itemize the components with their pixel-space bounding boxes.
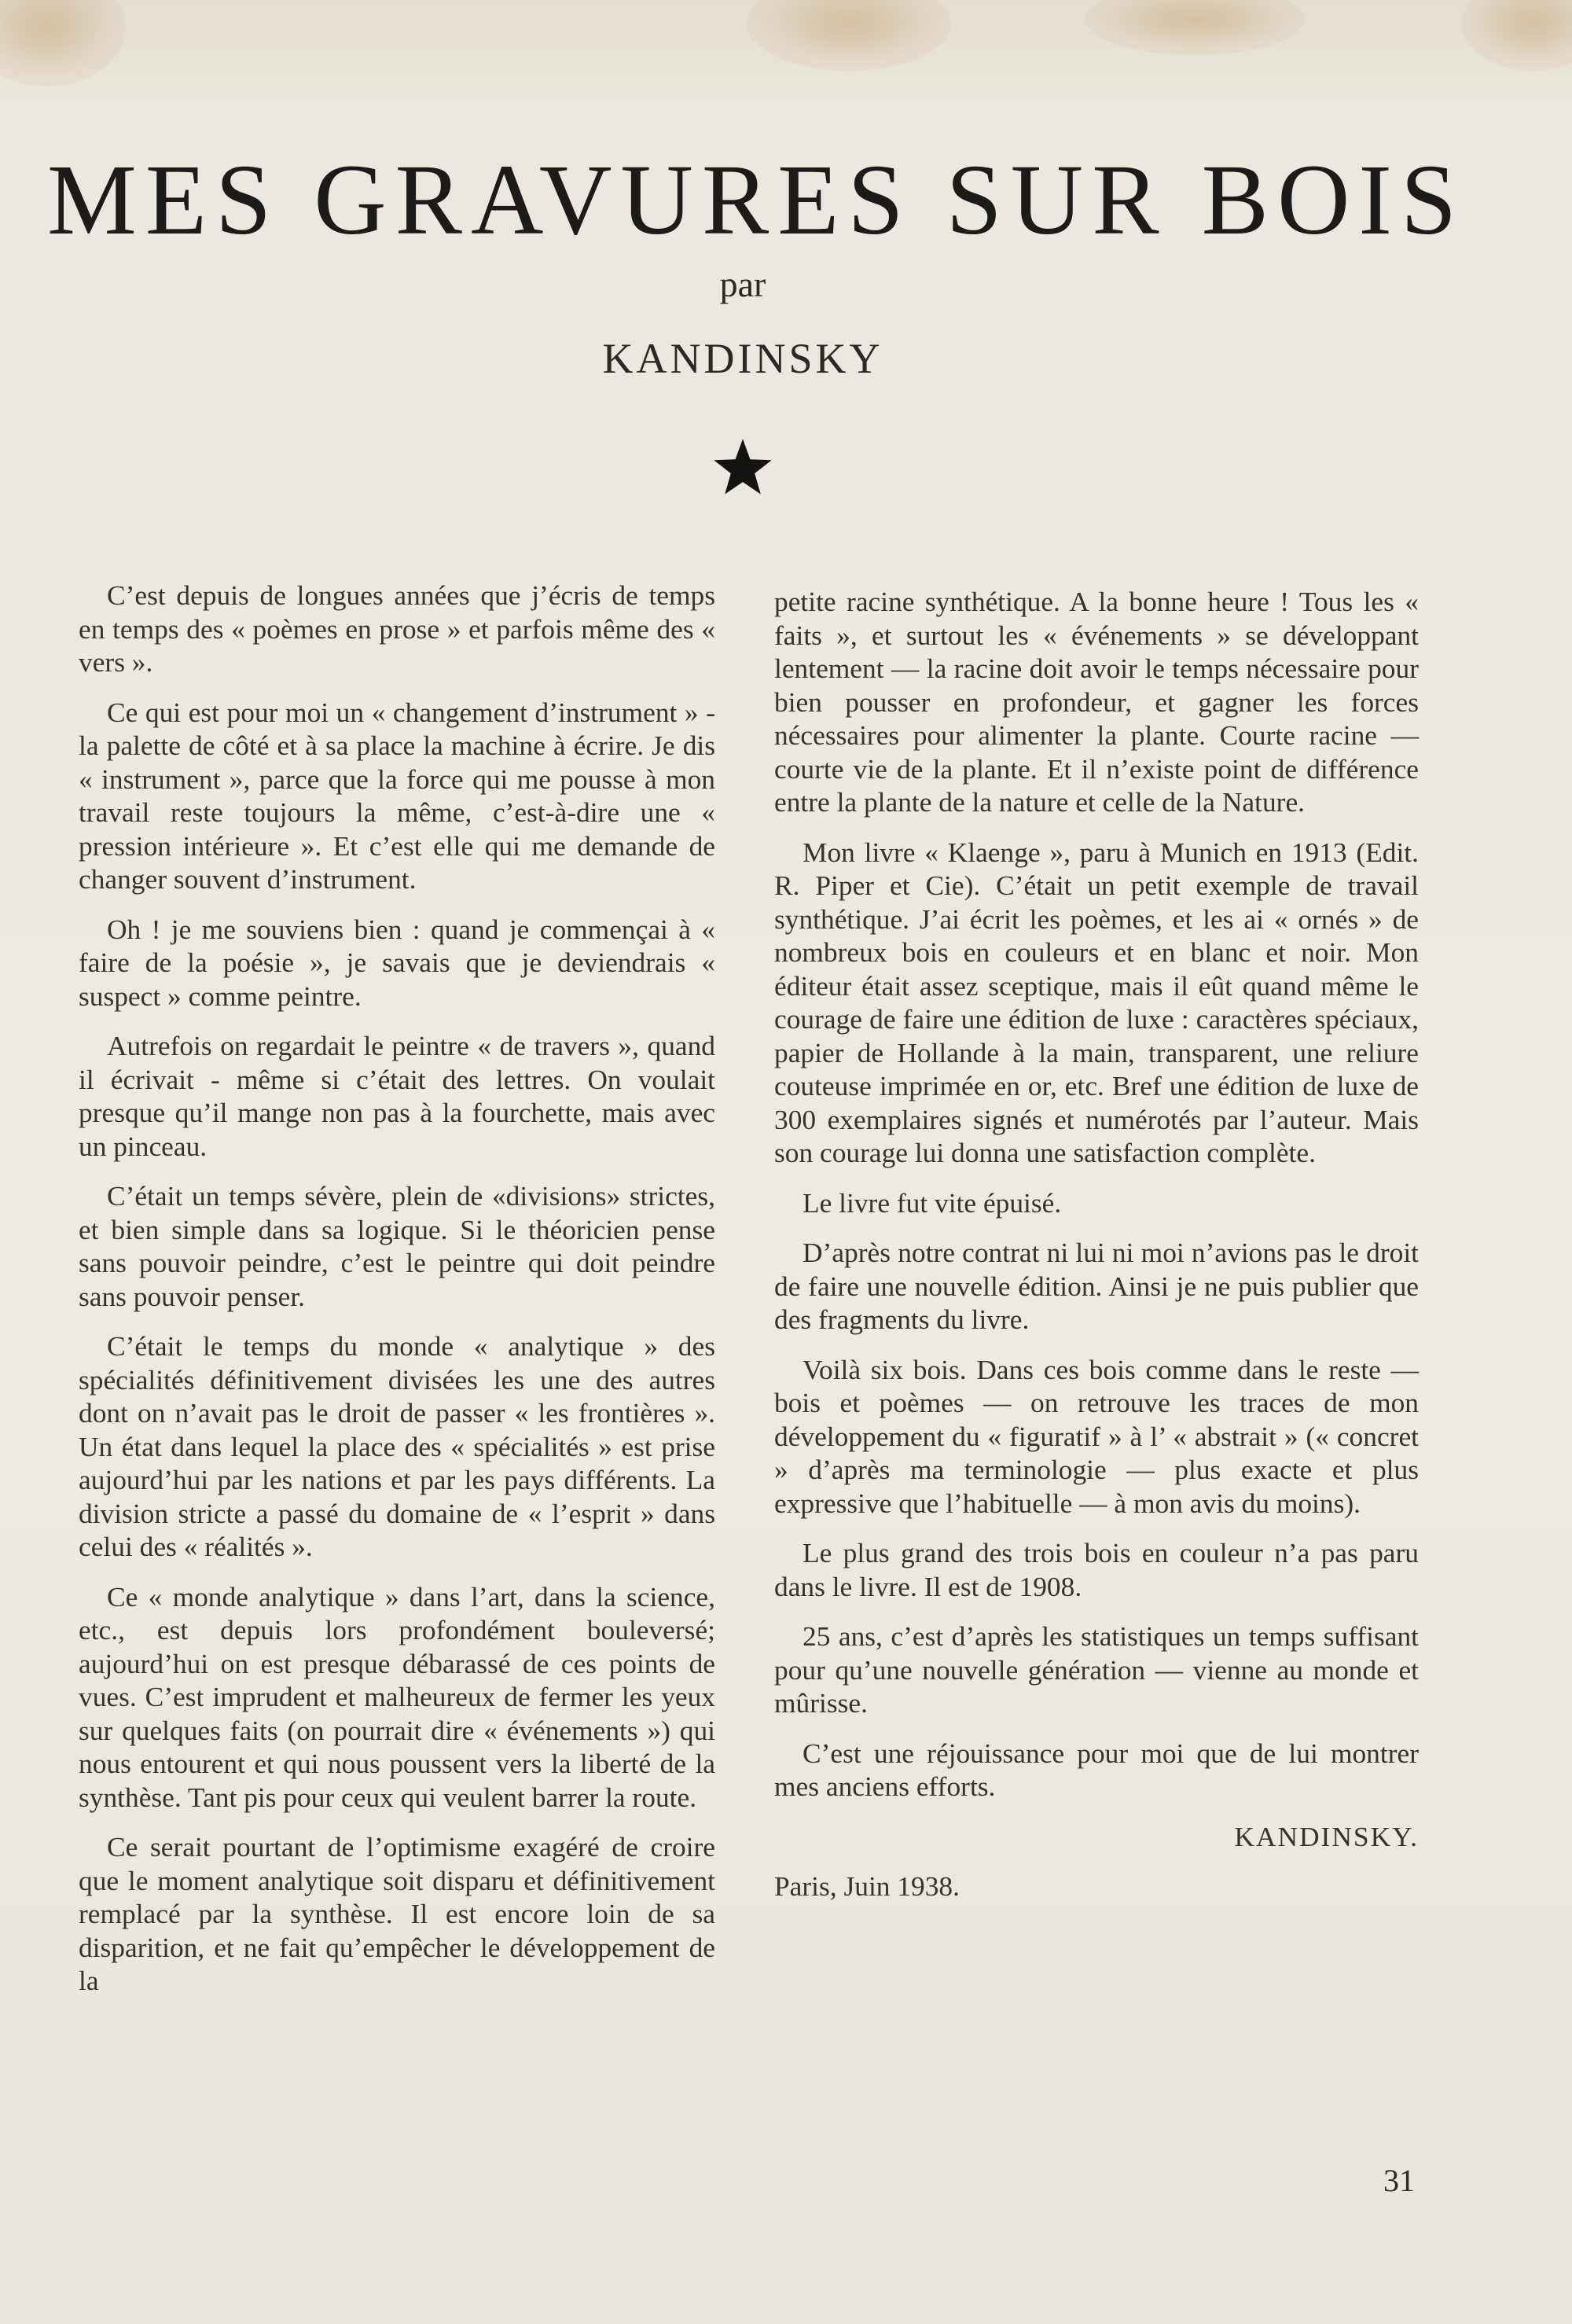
paragraph: Autrefois on regardait le peintre « de travers », quand il écrivait - même si c’était des lettres. On voulait presque qu’il mange non pas à la fourchette, mais avec un pinceau. <box>79 1030 715 1162</box>
paper-stain <box>0 0 126 86</box>
paragraph: C’est une réjouissance pour moi que de lui montrer mes anciens efforts. <box>774 1737 1419 1802</box>
paragraph: Voilà six bois. Dans ces bois comme dans le reste — bois et poèmes — on retrouve les traces de mon développement du « figuratif » à l’ « abstrait » (« concret » d’après ma terminologie — plus exacte et plus expressive que l’habituelle — à mon avis du moins). <box>774 1353 1419 1519</box>
paper-stain <box>1462 0 1572 71</box>
paper-stain <box>747 0 951 71</box>
place-date: Paris, Juin 1938. <box>774 1870 960 1902</box>
paper-stain <box>1085 0 1305 55</box>
paragraph: Ce serait pourtant de l’optimisme exagéré de croire que le moment analytique soit disparu et définitivement remplacé par la synthèse. Il est encore loin de sa disparition, et ne fait qu’empêcher le développement de la <box>79 1831 715 1996</box>
paragraph: C’était le temps du monde « analytique » des spécialités définitivement divisées les une des autres dont on n’avait pas le droit de passer « les frontières ». Un état dans lequel la place des « spécialités » est prise aujourd’hui par les nations et par les pays différents. La division stricte a passé du domaine de « l’esprit » dans celui des « réalités ». <box>79 1330 715 1562</box>
paragraph: D’après notre contrat ni lui ni moi n’avions pas le droit de faire une nouvelle édition. Ainsi je ne puis publier que des fragments du livre. <box>774 1237 1419 1335</box>
paragraph: C’était un temps sévère, plein de «divisions» strictes, et bien simple dans sa logique. Si le théoricien pense sans pouvoir peindre, c’est le peintre qui doit peindre sans pouvoir penser. <box>79 1180 715 1312</box>
article-byline: par <box>719 264 766 304</box>
paragraph: 25 ans, c’est d’après les statistiques un temps suffisant pour qu’une nouvelle génération — vienne au monde et mûrisse. <box>774 1620 1419 1719</box>
paragraph: Le plus grand des trois bois en couleur n’a pas paru dans le livre. Il est de 1908. <box>774 1537 1419 1602</box>
paragraph: C’est depuis de longues années que j’écris de temps en temps des « poèmes en prose » et parfois même des « vers ». <box>79 579 715 678</box>
paragraph: Ce qui est pour moi un « changement d’instrument » - la palette de côté et à sa place la machine à écrire. Je dis « instrument », parce que la force qui me pousse à mon travail reste toujours la même, c’est-à-dire une « pression intérieure ». Et c’est elle qui me demande de changer souvent d’instrument. <box>79 696 715 895</box>
paragraph: Le livre fut vite épuisé. <box>803 1186 1062 1219</box>
star-icon <box>711 436 774 499</box>
paragraph: Ce « monde analytique » dans l’art, dans la science, etc., est depuis lors profondément bouleversé; aujourd’hui on est presque débarassé de ces points de vues. C’est imprudent et malheureux de fermer les yeux sur quelques faits (on pourrait dire « événements ») qui nous entourent et qui nous poussent vers la liberté de la synthèse. Tant pis pour ceux qui veulent barrer la route. <box>79 1580 715 1813</box>
article-title: MES GRAVURES SUR BOIS <box>47 144 1466 256</box>
paragraph: Mon livre « Klaenge », paru à Munich en 1913 (Edit. R. Piper et Cie). C’était un petit exemple de travail synthétique. J’ai écrit les poèmes, et les ai « ornés » de nombreux bois en couleurs et en blanc et noir. Mon éditeur était assez sceptique, mais il eût quand même le courage de faire une édition de luxe : caractères spéciaux, papier de Hollande à la main, transparent, une reliure couteuse imprimée en or, etc. Bref une édition de luxe de 300 exemplaires signés et numérotés par l’auteur. Mais son courage lui donna une satisfaction complète. <box>774 836 1419 1168</box>
right-text-column <box>774 585 1419 1920</box>
article-author: KANDINSKY <box>602 335 883 382</box>
paragraph: Oh ! je me souviens bien : quand je commençai à « faire de la poésie », je savais que je deviendrais « suspect » comme peintre. <box>79 913 715 1012</box>
signature: KANDINSKY. <box>1234 1820 1419 1852</box>
paragraph: petite racine synthétique. A la bonne heure ! Tous les « faits », et surtout les « événements » se développant lentement — la racine doit avoir le temps nécessaire pour bien pousser en profondeur, et gagner les forces nécessaires pour alimenter la plante. Courte racine — courte vie de la plante. Et il n’existe point de différence entre la plante de la nature et celle de la Nature. <box>774 586 1419 818</box>
left-text-column <box>79 579 715 2014</box>
page-number: 31 <box>1383 2163 1415 2198</box>
